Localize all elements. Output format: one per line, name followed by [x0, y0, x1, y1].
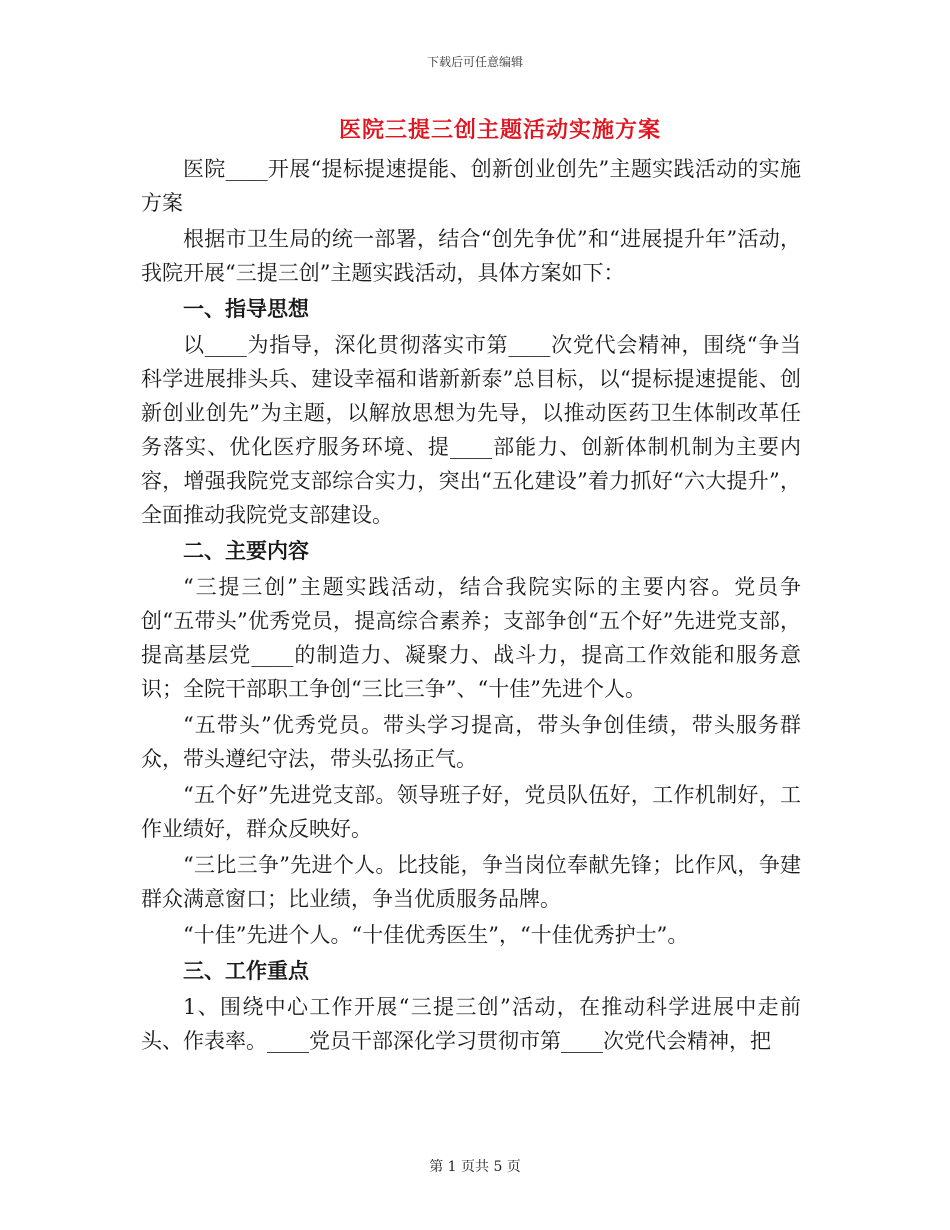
paragraph-five-goods: “五个好”先进党支部。领导班子好，党员队伍好，工作机制好，工作业绩好，群众反映好。 [141, 783, 801, 841]
paragraph-intro: 医院____开展“提标提速提能、创新创业创先”主题实践活动的实施方案 [141, 157, 801, 215]
section-heading-work-focus: 三、工作重点 [183, 958, 309, 983]
paragraph-main-content: “三提三创”主题实践活动，结合我院实际的主要内容。党员争创“五带头”优秀党员，提高综合素养；支部争创“五个好”先进党支部，提高基层党____的制造力、凝聚力、战斗力，提高工作效能和服务意识；全院干部职工争创“三比三争”、“十佳”先进个人。 [141, 575, 801, 701]
paragraph-five-leads: “五带头”优秀党员。带头学习提高，带头争创佳绩，带头服务群众，带头遵纪守法，带头弘扬正气。 [141, 713, 801, 771]
section-heading-main-content: 二、主要内容 [183, 538, 309, 563]
page-header: 下载后可任意编辑 [426, 55, 523, 69]
document-body [141, 152, 801, 1058]
page-footer: 第 1 页共 5 页 [429, 1159, 521, 1175]
paragraph-work-focus-1: 1、围绕中心工作开展“三提三创”活动，在推动科学进展中走前头、作表率。____党员干部深化学习贯彻市第____次党代会精神，把 [141, 995, 801, 1053]
paragraph-three-compare: “三比三争”先进个人。比技能，争当岗位奉献先锋；比作风，争建群众满意窗口；比业绩，争当优质服务品牌。 [141, 853, 801, 911]
paragraph-guiding-ideology: 以____为指导，深化贯彻落实市第____次党代会精神，围绕“争当科学进展排头兵、建设幸福和谐新新泰”总目标，以“提标提速提能、创新创业创先”为主题，以解放思想为先导，以推动医药卫生体制改革任务落实、优化医疗服务环境、提____部能力、创新体制机制为主要内容，增强我院党支部综合实力，突出“五化建设”着力抓好“六大提升”，全面推动我院党支部建设。 [141, 333, 801, 527]
paragraph-top-ten: “十佳”先进个人。“十佳优秀医生”，“十佳优秀护士”。 [183, 923, 689, 947]
paragraph-background: 根据市卫生局的统一部署，结合“创先争优”和“进展提升年”活动，我院开展“三提三创”主题实践活动，具体方案如下： [141, 227, 801, 285]
document-title: 医院三提三创主题活动实施方案 [338, 117, 661, 143]
section-heading-guiding-ideology: 一、指导思想 [183, 296, 309, 321]
